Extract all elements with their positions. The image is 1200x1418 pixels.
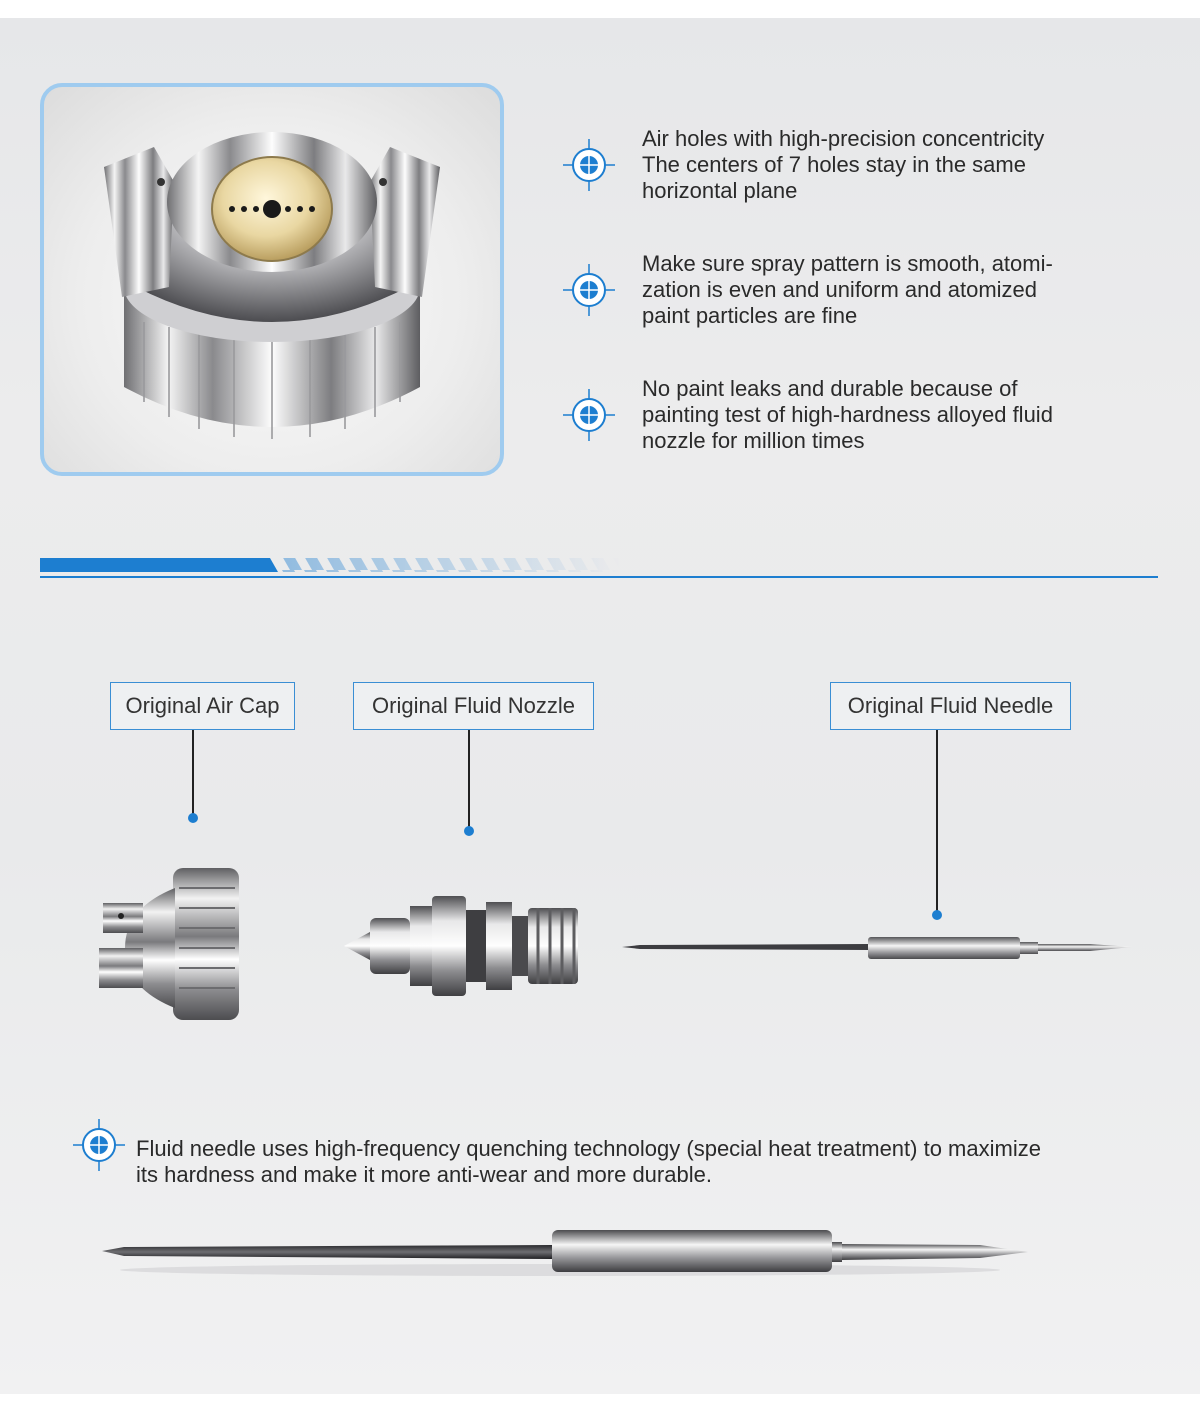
feature-text bbox=[642, 126, 1112, 204]
feature-line: No paint leaks and durable because of bbox=[642, 376, 1018, 401]
feature-line: The centers of 7 holes stay in the same bbox=[642, 152, 1026, 177]
feature-item bbox=[562, 126, 1162, 251]
fluid-nozzle-leader-line bbox=[468, 730, 470, 830]
feature-line: horizontal plane bbox=[642, 178, 798, 203]
feature-line: Make sure spray pattern is smooth, atomi- bbox=[642, 251, 1053, 276]
feature-line: painting test of high-hardness alloyed fluid bbox=[642, 402, 1053, 427]
air-cap-leader-line bbox=[192, 730, 194, 816]
note-line: its hardness and make it more anti-wear and more durable. bbox=[136, 1162, 712, 1187]
fluid-nozzle-pointer-dot bbox=[464, 826, 474, 836]
fluid-needle-pointer-dot bbox=[932, 910, 942, 920]
air-cap-photo-frame bbox=[40, 83, 504, 476]
needle-note-text bbox=[136, 1136, 1146, 1188]
feature-item bbox=[562, 376, 1162, 501]
fluid-needle-label: Original Fluid Needle bbox=[830, 682, 1071, 730]
feature-item bbox=[562, 251, 1162, 376]
fluid-nozzle-label: Original Fluid Nozzle bbox=[353, 682, 594, 730]
feature-line: zation is even and uniform and atomized bbox=[642, 277, 1038, 302]
crosshair-icon bbox=[562, 388, 616, 442]
feature-list bbox=[562, 126, 1162, 501]
air-cap-closeup-image bbox=[44, 87, 500, 472]
feature-line: Air holes with high-precision concentricity bbox=[642, 126, 1045, 151]
air-cap-pointer-dot bbox=[188, 813, 198, 823]
section-divider bbox=[40, 556, 1158, 586]
air-cap-label: Original Air Cap bbox=[110, 682, 295, 730]
page bbox=[0, 18, 1200, 1394]
feature-text bbox=[642, 251, 1112, 329]
fluid-needle-leader-line bbox=[936, 730, 938, 912]
fluid-needle-image bbox=[620, 933, 1135, 963]
crosshair-icon bbox=[562, 263, 616, 317]
crosshair-icon bbox=[72, 1118, 126, 1172]
note-line: Fluid needle uses high-frequency quenching technology (special heat treatment) to maximize bbox=[136, 1136, 1041, 1161]
feature-line: paint particles are fine bbox=[642, 303, 858, 328]
crosshair-icon bbox=[562, 138, 616, 192]
feature-text bbox=[642, 376, 1112, 454]
air-cap-image bbox=[95, 848, 245, 1028]
feature-line: nozzle for million times bbox=[642, 428, 865, 453]
fluid-nozzle-image bbox=[340, 888, 585, 1018]
fluid-needle-closeup-image bbox=[100, 1218, 1030, 1282]
